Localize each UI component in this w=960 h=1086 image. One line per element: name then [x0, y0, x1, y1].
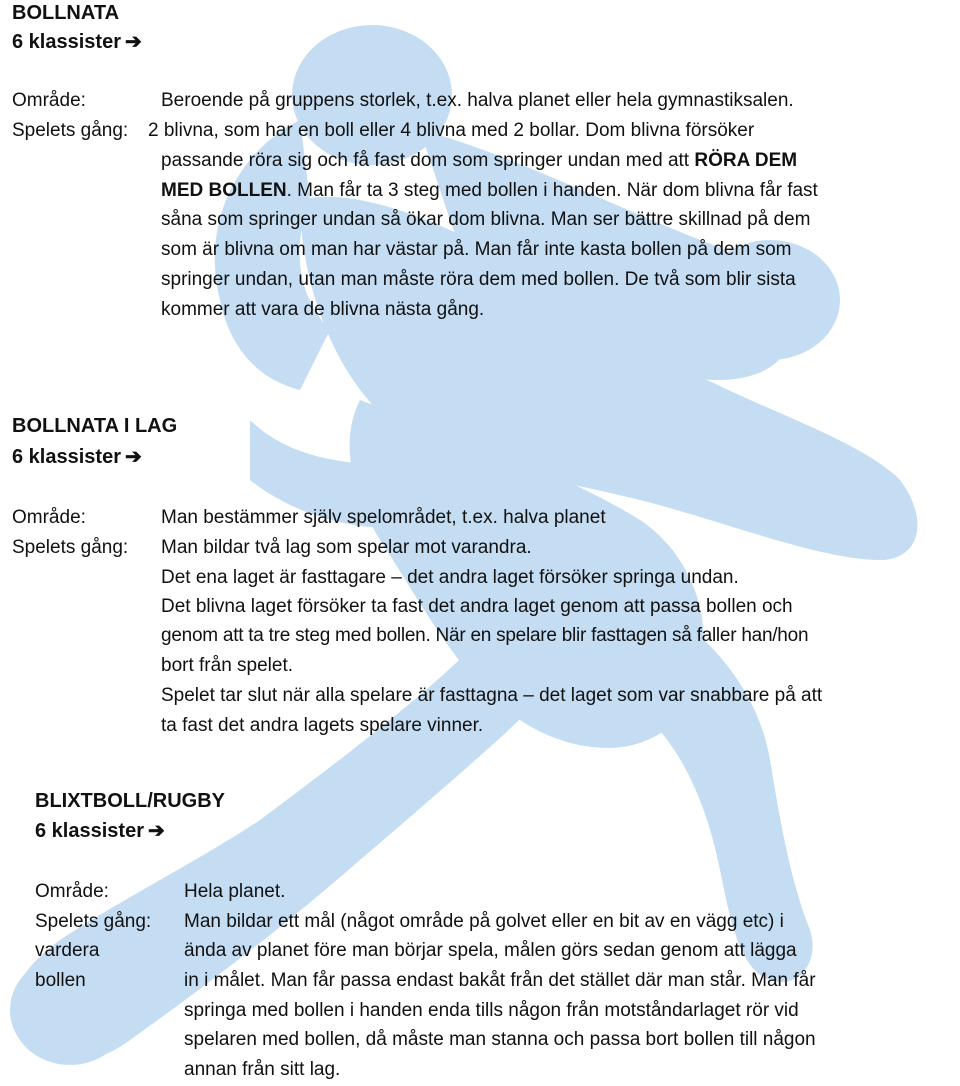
game-flow-label: Spelets gång: — [12, 537, 129, 558]
section-subtitle: 6 klassister ➔ — [12, 31, 142, 53]
game-flow-line: ta fast det andra lagets spelare vinner. — [161, 715, 484, 736]
game-flow-line: Man bildar två lag som spelar mot varandra. — [161, 537, 532, 558]
area-label: Område: — [12, 90, 86, 111]
game-flow-line: passande röra sig och få fast dom som springer undan med att RÖRA DEM — [161, 150, 798, 171]
game-flow-line: springa med bollen i handen enda tills någon från motståndarlaget rör vid — [184, 1000, 799, 1021]
game-flow-line: Det blivna laget försöker ta fast det andra laget genom att passa bollen och — [161, 596, 793, 617]
game-flow-line: Man bildar ett mål (något område på golvet eller en bit av en vägg etc) i — [184, 911, 784, 932]
area-label: Område: — [35, 881, 109, 902]
section-title-bollnata-i-lag: BOLLNATA I LAG — [12, 415, 178, 437]
game-flow-label: Spelets gång: — [35, 911, 152, 932]
arrow-right-icon: ➔ — [124, 31, 142, 53]
area-label: Område: — [12, 507, 86, 528]
game-flow-line: 2 blivna, som har en boll eller 4 blivna med 2 bollar. Dom blivna försöker — [148, 120, 755, 141]
game-flow-line: bort från spelet. — [161, 655, 294, 676]
arrow-right-icon: ➔ — [124, 446, 142, 468]
section-title-blixtboll-rugby: BLIXTBOLL/RUGBY — [35, 790, 225, 812]
game-flow-line: kommer att vara de blivna nästa gång. — [161, 299, 485, 320]
game-flow-line: MED BOLLEN. Man får ta 3 steg med bollen i handen. När dom blivna får fast — [161, 180, 818, 201]
game-flow-line: Det ena laget är fasttagare – det andra laget försöker springa undan. — [161, 567, 739, 588]
section-subtitle: 6 klassister ➔ — [12, 446, 142, 468]
game-flow-line: som är blivna om man har västar på. Man får inte kasta bollen på dem som — [161, 239, 792, 260]
section-subtitle: 6 klassister ➔ — [35, 820, 165, 842]
section-title-bollnata: BOLLNATA — [12, 2, 120, 24]
game-flow-line: genom att ta tre steg med bollen. När en spelare blir fasttagen så faller han/hon — [161, 625, 809, 646]
game-flow-line: såna som springer undan så ökar dom blivna. Man ser bättre skillnad på dem — [161, 209, 811, 230]
game-flow-line: springer undan, utan man måste röra dem med bollen. De två som blir sista — [161, 269, 796, 290]
game-flow-line: in i målet. Man får passa endast bakåt från det stället där man står. Man får — [184, 970, 816, 991]
arrow-right-icon: ➔ — [147, 820, 165, 842]
game-flow-line: ända av planet före man börjar spela, målen görs sedan genom att lägga — [184, 940, 797, 961]
area-text: Beroende på gruppens storlek, t.ex. halva planet eller hela gymnastiksalen. — [161, 90, 794, 111]
emphasis-text: MED BOLLEN — [161, 180, 287, 201]
game-flow-line: annan från sitt lag. — [184, 1059, 341, 1080]
area-text: Man bestämmer själv spelområdet, t.ex. halva planet — [161, 507, 606, 528]
game-flow-label-continued: vardera — [35, 940, 100, 961]
game-flow-line: Spelet tar slut när alla spelare är fasttagna – det laget som var snabbare på att — [161, 685, 823, 706]
area-text: Hela planet. — [184, 881, 286, 902]
game-flow-label: Spelets gång: — [12, 120, 129, 141]
emphasis-text: RÖRA DEM — [694, 150, 798, 171]
game-flow-label-continued: bollen — [35, 970, 86, 991]
game-flow-line: spelaren med bollen, då måste man stanna och passa bort bollen till någon — [184, 1029, 816, 1050]
